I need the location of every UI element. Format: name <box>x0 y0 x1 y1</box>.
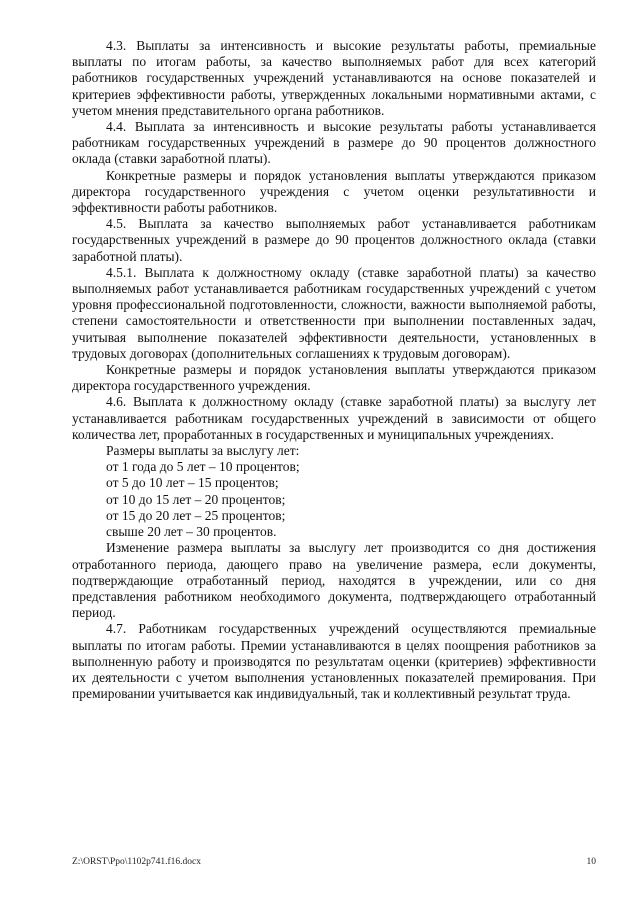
paragraph-4-4: 4.4. Выплата за интенсивность и высокие результаты работы устанавливается работникам государственных учреждений в размере до 90 процентов должностного оклада (ставки заработной платы). <box>72 119 596 167</box>
paragraph-4-6: 4.6. Выплата к должностному окладу (ставке заработной платы) за выслугу лет устанавливается работникам государственных учреждений в зависимости от общего количества лет, проработанных в государственных и муниципальных учреждениях. <box>72 394 596 442</box>
list-item: от 1 года до 5 лет – 10 процентов; <box>106 459 300 475</box>
seniority-rates-list <box>72 459 596 540</box>
paragraph-4-3: 4.3. Выплаты за интенсивность и высокие результаты работы, премиальные выплаты по итогам работы, за качество выполняемых работ для всех категорий работников государственных учреждений устанавливаются на основе показателей и критериев эффективности работы, утвержденных локальными нормативными актами, с учетом мнения представительного органа работников. <box>72 38 596 118</box>
paragraph-4-7: 4.7. Работникам государственных учреждений осуществляются премиальные выплаты по итогам работы. Премии устанавливаются в целях поощрения работников за выполненную работу и производятся по результатам оценки (критериев) эффективности их деятельности с учетом выполнения установленных показателей премирования. При премировании учитывается как индивидуальный, так и коллективный результат труда. <box>72 621 596 702</box>
list-item: свыше 20 лет – 30 процентов. <box>106 524 277 540</box>
paragraph-4-5-1-details: Конкретные размеры и порядок установления выплаты утверждаются приказом директора государственного учреждения. <box>72 362 596 394</box>
list-item: от 15 до 20 лет – 25 процентов; <box>106 507 286 523</box>
list-item: от 5 до 10 лет – 15 процентов; <box>106 475 279 491</box>
list-item: от 10 до 15 лет – 20 процентов; <box>106 491 286 507</box>
paragraph-seniority-change: Изменение размера выплаты за выслугу лет производится со дня достижения отработанного периода, дающего право на увеличение размера, если документы, подтверждающие отработанный период, находятся в учреждении, или со дня представления работником необходимого документа, подтверждающего отработанный период. <box>72 540 596 621</box>
paragraph-4-5: 4.5. Выплата за качество выполняемых работ устанавливается работникам государственных учреждений в размере до 90 процентов должностного оклада (ставки заработной платы). <box>72 216 596 264</box>
seniority-list-intro: Размеры выплаты за выслугу лет: <box>106 443 300 459</box>
footer-file-path: Z:\ORST\Ppo\1102p741.f16.docx <box>72 857 201 867</box>
footer-page-number: 10 <box>586 857 596 867</box>
document-page <box>72 38 596 702</box>
document-body <box>72 38 596 702</box>
paragraph-4-5-1: 4.5.1. Выплата к должностному окладу (ставке заработной платы) за качество выполняемых работ устанавливается работникам государственных учреждений с учетом уровня профессиональной подготовленности, сложности, важности выполняемой работы, степени самостоятельности и ответственности при выполнении поставленных задач, учитывая выполнение показателей эффективности деятельности, установленных в трудовых договорах (дополнительных соглашениях к трудовым договорам). <box>72 264 596 361</box>
paragraph-4-4-details: Конкретные размеры и порядок установления выплаты утверждаются приказом директора государственного учреждения с учетом оценки результативности и эффективности работы работников. <box>72 167 596 216</box>
